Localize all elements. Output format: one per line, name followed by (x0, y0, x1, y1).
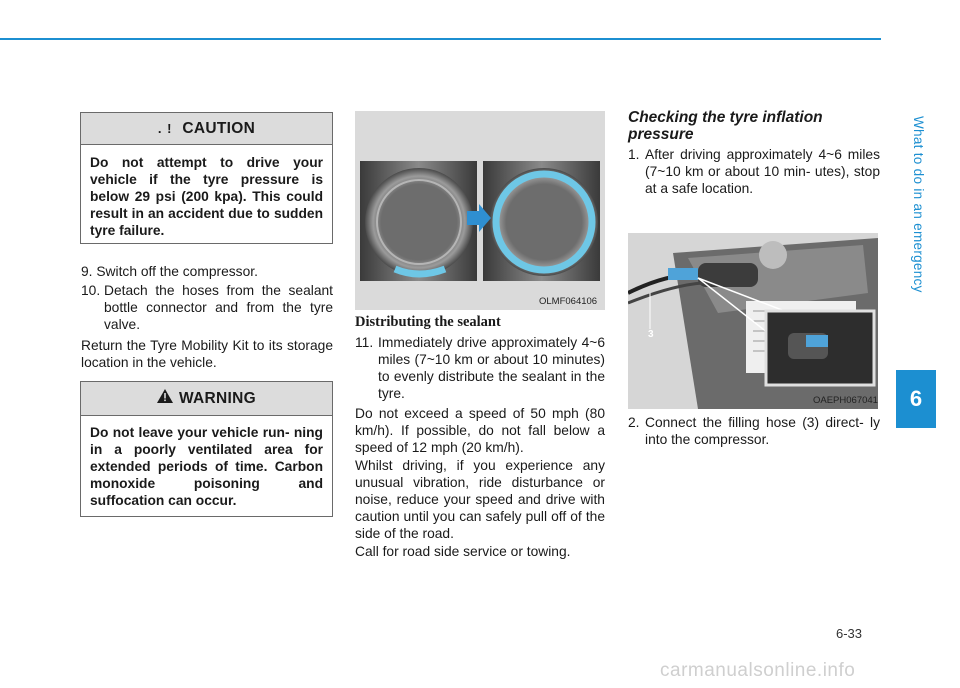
step-11-number: 11. (355, 335, 374, 350)
caution-header (81, 113, 332, 145)
step-2-text: Connect the filling hose (3) direct- ly into the compressor. (645, 415, 880, 447)
warning-heading: WARNING (178, 389, 256, 407)
speed-paragraph: Do not exceed a speed of 50 mph (80 km/h). If possible, do not fall below a speed of 12 mph (20 km/h). (355, 406, 605, 455)
warning-triangle-icon (157, 389, 173, 408)
chapter-tab[interactable]: 6 (896, 370, 936, 428)
call-service-paragraph: Call for road side service or towing. (355, 544, 571, 559)
step-11 (355, 334, 605, 402)
step-1-number: 1. (628, 147, 640, 162)
caution-text: Do not attempt to drive your vehicle if the tyre pressure is below 29 psi (200 kpa). This could result in an accident due to sudden tyre failure. (90, 155, 323, 238)
caution-icon: . ! (157, 121, 173, 136)
checking-heading-line2: pressure (628, 126, 694, 143)
page-number: 6-33 (836, 626, 863, 641)
step-9-text: Switch off the compressor. (96, 264, 258, 279)
step-2 (628, 414, 880, 448)
caution-box (80, 112, 333, 244)
section-side-title: What to do in an emergency (911, 115, 926, 293)
figure1-caption: OLMF064106 (539, 296, 598, 307)
step-1-text: After driving approximately 4~6 miles (7~10 km or about 10 min- utes), stop at a safe location. (645, 147, 880, 196)
header-rule (0, 38, 881, 40)
step-10-number: 10. (81, 283, 101, 298)
step-10 (81, 282, 333, 333)
step-2-number: 2. (628, 415, 640, 430)
watermark: carmanualsonline.info (660, 660, 856, 681)
warning-text: Do not leave your vehicle run- ning in a poorly ventilated area for extended periods of time. Carbon monoxide poisoning and suffocation can occur. (90, 425, 323, 508)
step-10-text: Detach the hoses from the sealant bottle connector and from the tyre valve. (104, 283, 333, 332)
step-9-number: 9. (81, 264, 93, 279)
step-1 (628, 146, 880, 197)
distributing-heading: Distributing the sealant (355, 314, 501, 330)
checking-heading-line1: Checking the tyre inflation (628, 109, 823, 126)
sealant-distribution-figure (355, 111, 605, 310)
figure2-caption: OAEPH067041 (813, 395, 878, 406)
compressor-figure (628, 233, 878, 409)
return-kit-paragraph: Return the Tyre Mobility Kit to its storage location in the vehicle. (81, 338, 333, 370)
warning-header (81, 382, 332, 416)
vibration-paragraph: Whilst driving, if you experience any unusual vibration, ride disturbance or noise, reduce your speed and drive with caution until you can safely pull off of the side of the road. (355, 458, 605, 541)
step-9 (81, 263, 333, 280)
hose-label: 3 (648, 329, 654, 340)
step-11-text: Immediately drive approximately 4~6 miles (7~10 km or about 10 minutes) to evenly distribute the sealant in the tyre. (378, 335, 605, 401)
checking-heading (628, 109, 880, 143)
warning-box (80, 381, 333, 517)
caution-heading: CAUTION (182, 119, 256, 137)
